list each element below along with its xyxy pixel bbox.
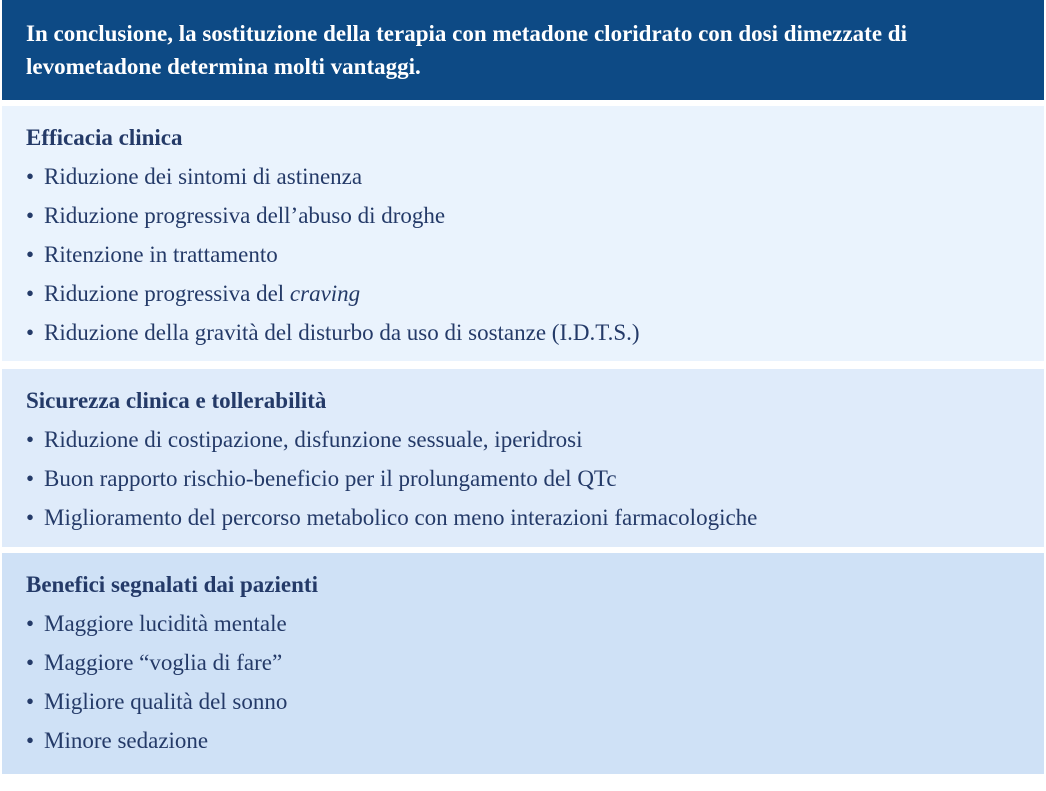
- item-list: [26, 161, 1020, 349]
- item-list: [26, 608, 1020, 757]
- list-item: • Riduzione di costipazione, disfunzione sessuale, iperidrosi: [26, 424, 1020, 456]
- bullet-icon: •: [26, 611, 35, 636]
- list-item: • Riduzione della gravità del disturbo da uso di sostanze (I.D.T.S.): [26, 317, 1020, 349]
- bullet-icon: •: [26, 320, 35, 345]
- section-benefici-pazienti: [2, 553, 1044, 774]
- list-item: • Migliore qualità del sonno: [26, 686, 1020, 718]
- bullet-icon: •: [26, 242, 35, 267]
- section-sicurezza-clinica: [2, 369, 1044, 547]
- bullet-icon: •: [26, 650, 35, 675]
- bullet-icon: •: [26, 281, 35, 306]
- list-item: • Buon rapporto rischio-beneficio per il prolungamento del QTc: [26, 463, 1020, 495]
- list-item: • Miglioramento del percorso metabolico con meno interazioni farmacologiche: [26, 502, 1020, 534]
- list-item: • Riduzione dei sintomi di astinenza: [26, 161, 1020, 193]
- list-item: • Riduzione progressiva del craving: [26, 278, 1020, 310]
- list-item: • Maggiore lucidità mentale: [26, 608, 1020, 640]
- conclusion-text: In conclusione, la sostituzione della terapia con metadone cloridrato con dosi dimezzate di levometadone determina molti vantaggi.: [26, 21, 907, 79]
- list-item: • Maggiore “voglia di fare”: [26, 647, 1020, 679]
- emphasized-term: craving: [289, 281, 361, 306]
- section-title: Sicurezza clinica e tollerabilità: [26, 388, 327, 413]
- bullet-icon: •: [26, 466, 35, 491]
- item-list: [26, 424, 1020, 534]
- section-efficacia-clinica: [2, 106, 1044, 361]
- section-title: Benefici segnalati dai pazienti: [26, 572, 318, 597]
- bullet-icon: •: [26, 505, 35, 530]
- bullet-icon: •: [26, 203, 35, 228]
- list-item: • Minore sedazione: [26, 725, 1020, 757]
- list-item: • Ritenzione in trattamento: [26, 239, 1020, 271]
- bullet-icon: •: [26, 427, 35, 452]
- bullet-icon: •: [26, 728, 35, 753]
- conclusion-header: [2, 0, 1044, 100]
- list-item: • Riduzione progressiva dell’abuso di droghe: [26, 200, 1020, 232]
- bullet-icon: •: [26, 164, 35, 189]
- section-title: Efficacia clinica: [26, 125, 183, 150]
- bullet-icon: •: [26, 689, 35, 714]
